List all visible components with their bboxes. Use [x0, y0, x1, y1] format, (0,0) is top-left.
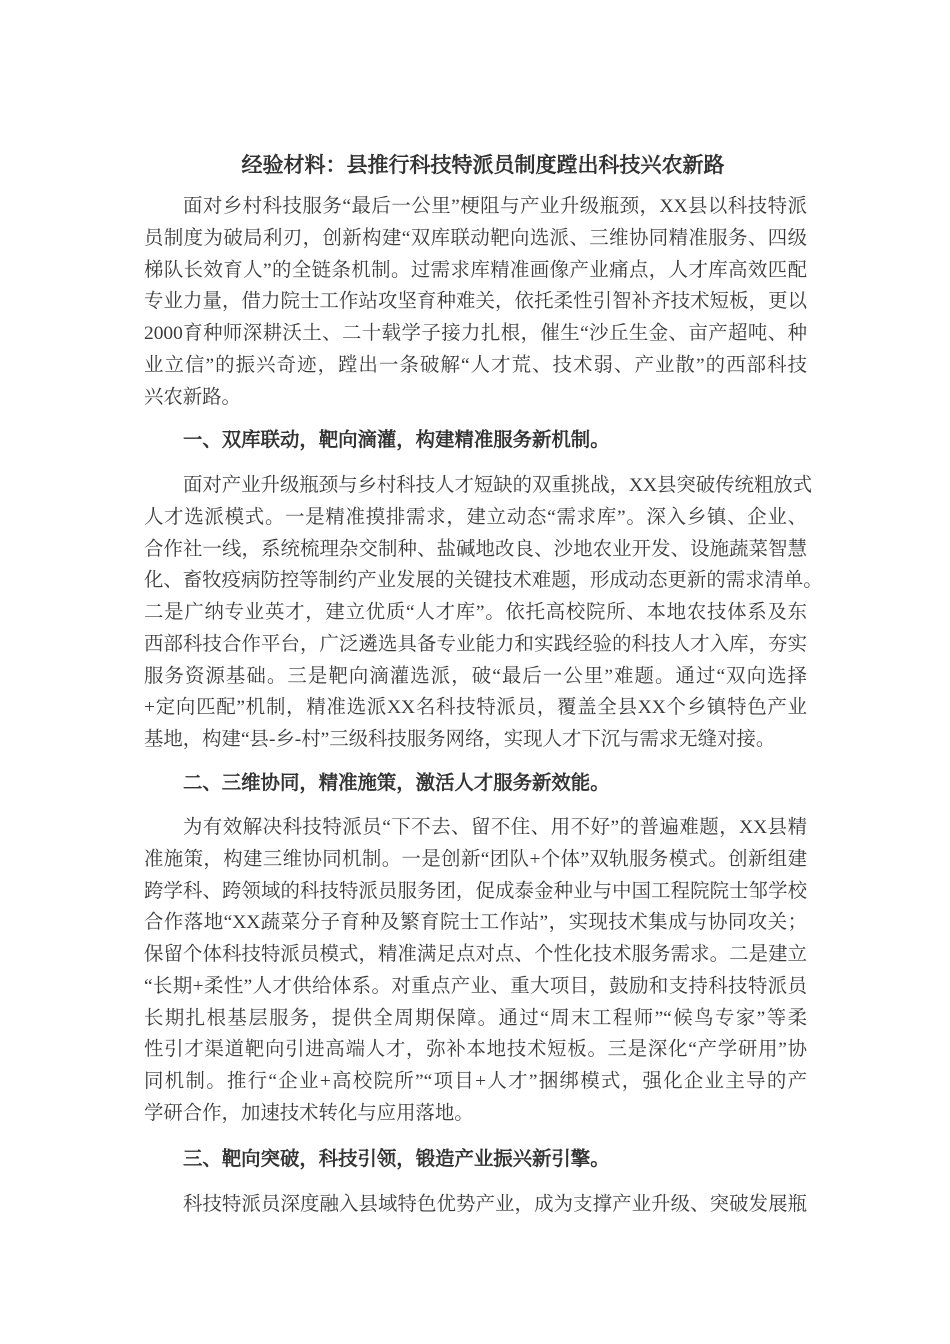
- text-line: 合作社一线，系统梳理杂交制种、盐碱地改良、沙地农业开发、设施蔬菜智慧: [144, 538, 807, 560]
- text-line: 科技特派员深度融入县域特色优势产业，成为支撑产业升级、突破发展瓶: [183, 1194, 807, 1215]
- text-line: 服务资源基础。三是靶向滴灌选派，破“最后一公里”难题。通过“双向选择: [144, 665, 807, 687]
- section-heading-1: 一、双库联动，靶向滴灌，构建精准服务新机制。: [183, 430, 610, 451]
- text-line: 基地，构建“县-乡-村”三级科技服务网络，实现人才下沉与需求无缝对接。: [144, 729, 776, 750]
- text-line: 合作落地“XX蔬菜分子育种及繁育院士工作站”，实现技术集成与协同攻关；: [144, 912, 807, 934]
- paragraph-section-2: [144, 812, 807, 1130]
- text-line: 长期扎根基层服务，提供全周期保障。通过“周末工程师”“候鸟专家”等柔: [144, 1007, 807, 1029]
- text-line: 同机制。推行“企业+高校院所”“项目+人才”捆绑模式，强化企业主导的产: [144, 1071, 807, 1092]
- text-line: 为有效解决科技特派员“下不去、留不住、用不好”的普遍难题，XX县精: [183, 817, 807, 838]
- text-line: 二是广纳专业英才，建立优质“人才库”。依托高校院所、本地农技体系及东: [144, 602, 807, 623]
- text-line: 准施策，构建三维协同机制。一是创新“团队+个体”双轨服务模式。创新组建: [144, 848, 807, 870]
- document-title: 经验材料：县推行科技特派员制度蹚出科技兴农新路: [241, 153, 725, 177]
- text-line: 员制度为破局利刃，创新构建“双库联动靶向选派、三维协同精准服务、四级: [144, 227, 807, 249]
- text-line: 性引才渠道靶向引进高端人才，弥补本地技术短板。三是深化“产学研用”协: [144, 1039, 807, 1061]
- text-line: 学研合作，加速技术转化与应用落地。: [144, 1102, 474, 1124]
- text-line: 梯队长效育人”的全链条机制。过需求库精准画像产业痛点，人才库高效匹配: [144, 259, 807, 281]
- text-line: 面对产业升级瓶颈与乡村科技人才短缺的双重挑战，XX县突破传统粗放式: [183, 475, 813, 496]
- text-line: 人才选派模式。一是精准摸排需求，建立动态“需求库”。深入乡镇、企业、: [144, 506, 807, 528]
- text-line: 面对乡村科技服务“最后一公里”梗阻与产业升级瓶颈，XX县以科技特派: [183, 196, 807, 217]
- paragraph-section-3: [144, 1189, 807, 1221]
- text-line: 2000育种师深耕沃土、二十载学子接力扎根，催生“沙丘生金、亩产超吨、种: [144, 323, 807, 344]
- section-heading-2: 二、三维协同，精准施策，激活人才服务新效能。: [183, 773, 610, 794]
- text-line: 专业力量，借力院士工作站攻坚育种难关，依托柔性引智补齐技术短板，更以: [144, 291, 807, 313]
- section-heading-3: 三、靶向突破，科技引领，锻造产业振兴新引擎。: [183, 1149, 610, 1170]
- text-line: 西部科技合作平台，广泛遴选具备专业能力和实践经验的科技人才入库，夯实: [144, 633, 807, 655]
- text-line: 化、畜牧疫病防控等制约产业发展的关键技术难题，形成动态更新的需求清单。: [144, 570, 823, 592]
- text-line: 跨学科、跨领域的科技特派员服务团，促成泰金种业与中国工程院院士邹学校: [144, 880, 807, 902]
- paragraph-intro: [144, 191, 807, 413]
- text-line: 业立信”的振兴奇迹，蹚出一条破解“人才荒、技术弱、产业散”的西部科技: [144, 354, 807, 376]
- paragraph-section-1: [144, 470, 823, 756]
- text-line: 兴农新路。: [144, 386, 241, 408]
- text-line: “长期+柔性”人才供给体系。对重点产业、重大项目，鼓励和支持科技特派员: [144, 975, 807, 997]
- text-line: +定向匹配”机制，精准选派XX名科技特派员，覆盖全县XX个乡镇特色产业: [144, 697, 807, 719]
- text-line: 保留个体科技特派员模式，精准满足点对点、个性化技术服务需求。二是建立: [144, 944, 807, 965]
